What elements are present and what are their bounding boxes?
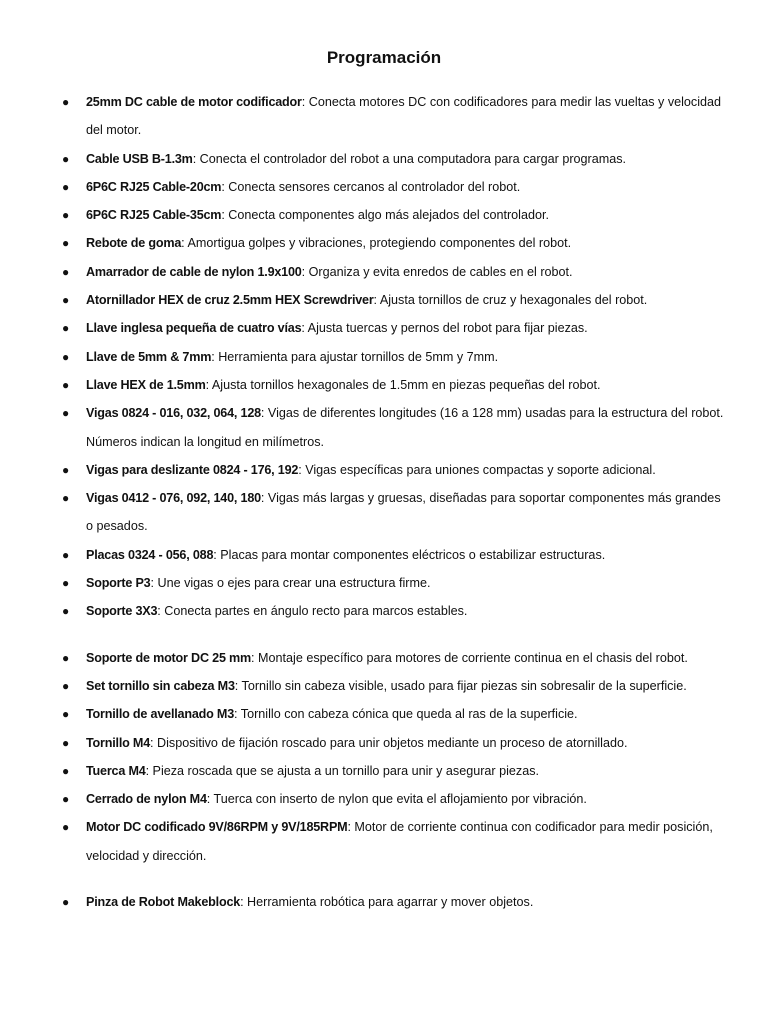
bullet-icon: ● xyxy=(62,264,70,279)
bullet-icon: ● xyxy=(62,576,70,591)
list-item xyxy=(0,644,768,672)
item-description: : Vigas de diferentes longitudes (16 a 128 mm) usadas para la estructura del robot. Números indican la longitud en milímetros. xyxy=(86,406,724,449)
item-term: Vigas 0824 - 016, 032, 064, 128 xyxy=(86,406,261,421)
list-item xyxy=(0,456,768,484)
bullet-icon: ● xyxy=(62,547,70,562)
item-description: : Vigas específicas para uniones compactas y soporte adicional. xyxy=(298,462,656,477)
item-term: Pinza de Robot Makeblock xyxy=(86,895,241,910)
item-term: Tuerca M4 xyxy=(86,763,146,778)
item-term: Soporte 3X3 xyxy=(86,604,158,619)
item-term: Soporte de motor DC 25 mm xyxy=(86,650,252,665)
list-item xyxy=(0,88,768,145)
list-item xyxy=(0,888,768,916)
item-term: Llave inglesa pequeña de cuatro vías xyxy=(86,321,302,336)
item-description: : Vigas más largas y gruesas, diseñadas para soportar componentes más grandes o pesados. xyxy=(86,491,721,534)
list-item xyxy=(0,569,768,597)
item-term: Motor DC codificado 9V/86RPM y 9V/185RPM xyxy=(86,820,348,835)
bullet-icon: ● xyxy=(62,208,70,223)
bullet-icon: ● xyxy=(62,179,70,194)
item-description: : Pieza roscada que se ajusta a un tornillo para unir y asegurar piezas. xyxy=(145,763,539,778)
item-term: Amarrador de cable de nylon 1.9x100 xyxy=(86,264,302,279)
item-description: : Herramienta robótica para agarrar y mover objetos. xyxy=(240,895,534,910)
item-term: 6P6C RJ25 Cable-35cm xyxy=(86,208,222,223)
item-description: : Organiza y evita enredos de cables en el robot. xyxy=(301,264,573,279)
item-description: : Conecta el controlador del robot a una computadora para cargar programas. xyxy=(192,151,627,166)
item-description: : Tuerca con inserto de nylon que evita el aflojamiento por vibración. xyxy=(206,792,587,807)
bullet-icon: ● xyxy=(62,349,70,364)
item-term: Vigas para deslizante 0824 - 176, 192 xyxy=(86,462,299,477)
item-term: Llave HEX de 1.5mm xyxy=(86,377,206,392)
item-description: : Montaje específico para motores de corriente continua en el chasis del robot. xyxy=(251,650,688,665)
bullet-icon: ● xyxy=(62,707,70,722)
item-description: : Dispositivo de fijación roscado para unir objetos mediante un proceso de atornillado. xyxy=(150,735,628,750)
item-description: : Ajusta tuercas y pernos del robot para fijar piezas. xyxy=(301,321,588,336)
item-description: : Ajusta tornillos de cruz y hexagonales del robot. xyxy=(373,293,648,308)
item-term: 6P6C RJ25 Cable-20cm xyxy=(86,179,222,194)
bullet-icon: ● xyxy=(62,236,70,251)
list-item xyxy=(0,343,768,371)
list-item xyxy=(0,757,768,785)
item-term: Llave de 5mm & 7mm xyxy=(86,349,212,364)
item-description: : Tornillo con cabeza cónica que queda al ras de la superficie. xyxy=(234,707,578,722)
item-description: : Conecta sensores cercanos al controlador del robot. xyxy=(221,179,521,194)
item-description: : Conecta motores DC con codificadores para medir las vueltas y velocidad del motor. xyxy=(86,95,722,138)
bullet-icon: ● xyxy=(62,678,70,693)
list-item xyxy=(0,173,768,201)
bullet-icon: ● xyxy=(62,377,70,392)
item-term: Set tornillo sin cabeza M3 xyxy=(86,678,235,693)
item-term: Vigas 0412 - 076, 092, 140, 180 xyxy=(86,491,261,506)
item-term: Cerrado de nylon M4 xyxy=(86,792,207,807)
bullet-icon: ● xyxy=(62,895,70,910)
item-term: Tornillo M4 xyxy=(86,735,151,750)
list-item xyxy=(0,785,768,813)
list-item xyxy=(0,229,768,257)
item-description: : Une vigas o ejes para crear una estructura firme. xyxy=(150,576,431,591)
list-item xyxy=(0,399,768,456)
bullet-icon: ● xyxy=(62,792,70,807)
list-item xyxy=(0,729,768,757)
bullet-icon: ● xyxy=(62,820,70,835)
item-description: : Tornillo sin cabeza visible, usado para fijar piezas sin sobresalir de la superficie. xyxy=(234,678,687,693)
item-description: : Ajusta tornillos hexagonales de 1.5mm en piezas pequeñas del robot. xyxy=(205,377,601,392)
list-item xyxy=(0,700,768,728)
bullet-icon: ● xyxy=(62,650,70,665)
bullet-icon: ● xyxy=(62,406,70,421)
list-item xyxy=(0,145,768,173)
item-description: : Placas para montar componentes eléctricos o estabilizar estructuras. xyxy=(213,547,606,562)
item-term: Cable USB B-1.3m xyxy=(86,151,193,166)
item-description: : Conecta componentes algo más alejados del controlador. xyxy=(221,208,549,223)
list-item xyxy=(0,672,768,700)
list-item xyxy=(0,597,768,625)
item-term: Tornillo de avellanado M3 xyxy=(86,707,235,722)
list-item xyxy=(0,541,768,569)
list-item xyxy=(0,258,768,286)
item-term: Placas 0324 - 056, 088 xyxy=(86,547,214,562)
bullet-icon: ● xyxy=(62,151,70,166)
item-term: Atornillador HEX de cruz 2.5mm HEX Screwdriver xyxy=(86,293,374,308)
bullet-icon: ● xyxy=(62,735,70,750)
list-item xyxy=(0,314,768,342)
list-item xyxy=(0,371,768,399)
component-list xyxy=(0,88,768,916)
bullet-icon: ● xyxy=(62,763,70,778)
bullet-icon: ● xyxy=(62,293,70,308)
bullet-icon: ● xyxy=(62,604,70,619)
bullet-icon: ● xyxy=(62,491,70,506)
item-description: : Herramienta para ajustar tornillos de 5mm y 7mm. xyxy=(211,349,499,364)
item-term: Soporte P3 xyxy=(86,576,151,591)
list-item xyxy=(0,286,768,314)
item-term: 25mm DC cable de motor codificador xyxy=(86,95,302,109)
list-item xyxy=(0,201,768,229)
item-description: : Conecta partes en ángulo recto para marcos estables. xyxy=(157,604,468,619)
bullet-icon: ● xyxy=(62,462,70,477)
page-title: Programación xyxy=(326,48,442,67)
bullet-icon: ● xyxy=(62,95,70,109)
list-item xyxy=(0,484,768,541)
list-item xyxy=(0,813,768,870)
bullet-icon: ● xyxy=(62,321,70,336)
item-term: Rebote de goma xyxy=(86,236,182,251)
item-description: : Amortigua golpes y vibraciones, protegiendo componentes del robot. xyxy=(181,236,572,251)
item-description: : Motor de corriente continua con codificador para medir posición, velocidad y dirección. xyxy=(86,820,713,863)
